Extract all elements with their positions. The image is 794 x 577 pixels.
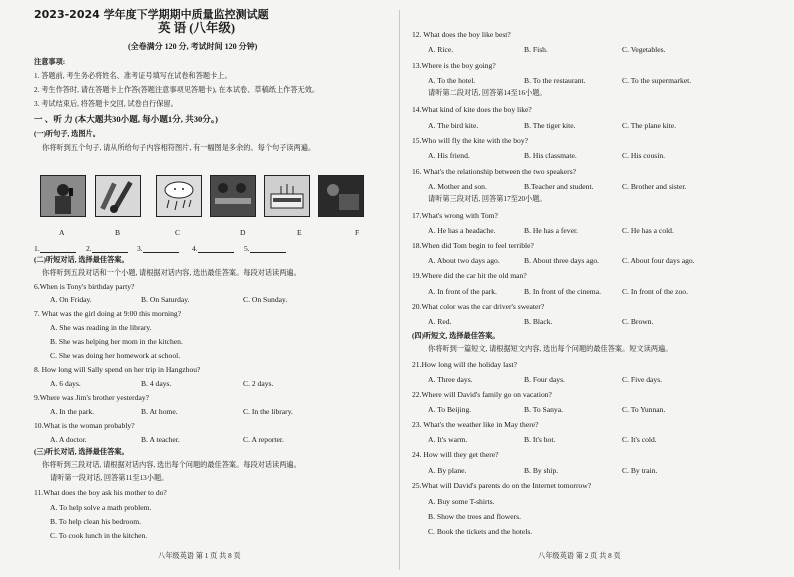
q23-option-c[interactable]: C. It's cold. xyxy=(622,435,657,444)
question-7: 7. What was the girl doing at 9:00 this morning? xyxy=(34,309,182,318)
pic-label-c: C xyxy=(175,228,181,237)
answer-blank-3[interactable]: 3. xyxy=(137,244,179,253)
score-info: (全卷满分 120 分, 考试时间 120 分钟) xyxy=(128,42,258,51)
q11-option-a[interactable]: A. To help solve a math problem. xyxy=(50,503,152,512)
question-22: 22.Where will David's family go on vacation? xyxy=(412,390,552,399)
question-8: 8. How long will Sally spend on her trip in Hangzhou? xyxy=(34,365,201,374)
exam-title: 2023-2024 学年度下学期期中质量监控测试题 xyxy=(34,8,269,21)
question-12: 12. What does the boy like best? xyxy=(412,30,511,39)
question-24: 24. How will they get there? xyxy=(412,450,499,459)
q7-option-b[interactable]: B. She was helping her mom in the kitchen. xyxy=(50,337,183,346)
q20-option-b[interactable]: B. Black. xyxy=(524,317,553,326)
question-6: 6.When is Tony's birthday party? xyxy=(34,282,135,291)
q21-option-c[interactable]: C. Five days. xyxy=(622,375,663,384)
page-footer-left: 八年级英语 第 1 页 共 8 页 xyxy=(158,552,241,560)
part-1-instructions: 你将听到五个句子, 请从所给句子内容相符图片, 有一幅图是多余的。每个句子读两遍。 xyxy=(42,144,316,152)
q6-option-c[interactable]: C. On Sunday. xyxy=(243,295,288,304)
q20-option-c[interactable]: C. Brown. xyxy=(622,317,654,326)
q7-option-a[interactable]: A. She was reading in the library. xyxy=(50,323,152,332)
q12-option-b[interactable]: B. Fish. xyxy=(524,45,548,54)
section-1-heading: 一 、听 力 (本大题共30小题, 每小题1分, 共30分。) xyxy=(34,114,219,124)
q13-option-b[interactable]: B. To the restaurant. xyxy=(524,76,586,85)
q19-option-a[interactable]: A. In front of the park. xyxy=(428,287,497,296)
q10-option-c[interactable]: C. A reporter. xyxy=(243,435,284,444)
q15-option-c[interactable]: C. His cousin. xyxy=(622,151,666,160)
question-20: 20.What color was the car driver's sweater? xyxy=(412,302,545,311)
pic-thermometers xyxy=(95,175,141,217)
q14-option-a[interactable]: A. The bird kite. xyxy=(428,121,479,130)
part-4-instructions: 你将听到一篇短文, 请根据短文内容, 选出每个问题的最佳答案。短文读两遍。 xyxy=(428,345,673,353)
q10-option-b[interactable]: B. A teacher. xyxy=(141,435,180,444)
pic-birthday-cake xyxy=(264,175,310,217)
q25-option-a[interactable]: A. Buy some T-shirts. xyxy=(428,497,495,506)
question-21: 21.How long will the holiday last? xyxy=(412,360,518,369)
q13-option-a[interactable]: A. To the hotel. xyxy=(428,76,476,85)
pic-label-a: A xyxy=(59,228,65,237)
note-3: 3. 考试结束后, 将答题卡交回, 试卷自行保留。 xyxy=(34,100,178,108)
question-10: 10.What is the woman probably? xyxy=(34,421,135,430)
part-3-dialog-1-note: 请听第一段对话, 回答第11至13小题。 xyxy=(50,474,169,482)
pic-dining-table xyxy=(210,175,256,217)
q22-option-b[interactable]: B. To Sanya. xyxy=(524,405,563,414)
dialog-2-note: 请听第二段对话, 回答第14至16小题。 xyxy=(428,89,547,97)
q19-option-c[interactable]: C. In front of the zoo. xyxy=(622,287,689,296)
q25-option-c[interactable]: C. Book the tickets and the hotels. xyxy=(428,527,533,536)
q11-option-b[interactable]: B. To help clean his bedroom. xyxy=(50,517,142,526)
q23-option-a[interactable]: A. It's warm. xyxy=(428,435,468,444)
pic-dark-scene xyxy=(318,175,364,217)
q19-option-b[interactable]: B. In front of the cinema. xyxy=(524,287,601,296)
q22-option-a[interactable]: A. To Beijing. xyxy=(428,405,472,414)
answer-blank-5[interactable]: 5. xyxy=(244,244,286,253)
question-16: 16. What's the relationship between the two speakers? xyxy=(412,167,577,176)
q16-option-a[interactable]: A. Mother and son. xyxy=(428,182,487,191)
q17-option-a[interactable]: A. He has a headache. xyxy=(428,226,496,235)
pic-label-d: D xyxy=(240,228,246,237)
q15-option-a[interactable]: A. His friend. xyxy=(428,151,470,160)
q24-option-a[interactable]: A. By plane. xyxy=(428,466,467,475)
question-13: 13.Where is the boy going? xyxy=(412,61,496,70)
pic-label-f: F xyxy=(355,228,360,237)
q8-option-b[interactable]: B. 4 days. xyxy=(141,379,172,388)
q16-option-b[interactable]: B.Teacher and student. xyxy=(524,182,594,191)
part-3-instructions: 你将听到三段对话, 请根据对话内容, 选出每个问题的最佳答案。每段对话读两遍。 xyxy=(42,461,301,469)
q9-option-a[interactable]: A. In the park. xyxy=(50,407,95,416)
q14-option-b[interactable]: B. The tiger kite. xyxy=(524,121,576,130)
question-17: 17.What's wrong with Tom? xyxy=(412,211,498,220)
q16-option-c[interactable]: C. Brother and sister. xyxy=(622,182,687,191)
q8-option-a[interactable]: A. 6 days. xyxy=(50,379,81,388)
q6-option-a[interactable]: A. On Friday. xyxy=(50,295,92,304)
pic-label-e: E xyxy=(297,228,302,237)
q15-option-b[interactable]: B. His classmate. xyxy=(524,151,577,160)
q21-option-a[interactable]: A. Three days. xyxy=(428,375,473,384)
question-15: 15.Who will fly the kite with the boy? xyxy=(412,136,528,145)
note-1: 1. 答题前, 考生务必将姓名、准考证号填写在试卷和答题卡上。 xyxy=(34,72,232,80)
q6-option-b[interactable]: B. On Saturday. xyxy=(141,295,190,304)
q18-option-c[interactable]: C. About four days ago. xyxy=(622,256,695,265)
q13-option-c[interactable]: C. To the supermarket. xyxy=(622,76,692,85)
q22-option-c[interactable]: C. To Yunnan. xyxy=(622,405,666,414)
answer-blank-4[interactable]: 4. xyxy=(192,244,234,253)
q21-option-b[interactable]: B. Four days. xyxy=(524,375,565,384)
question-9: 9.Where was Jim's brother yesterday? xyxy=(34,393,150,402)
part-1-title: (一)听句子, 选图片。 xyxy=(34,130,100,138)
question-14: 14.What kind of kite does the boy like? xyxy=(412,105,532,114)
part-4-title: (四)听短文, 选择最佳答案。 xyxy=(412,332,500,340)
question-23: 23. What's the weather like in May there? xyxy=(412,420,539,429)
q7-option-c[interactable]: C. She was doing her homework at school. xyxy=(50,351,181,360)
q23-option-b[interactable]: B. It's hot. xyxy=(524,435,556,444)
q8-option-c[interactable]: C. 2 days. xyxy=(243,379,274,388)
q18-option-a[interactable]: A. About two days ago. xyxy=(428,256,500,265)
subject-title: 英 语 (八年级) xyxy=(158,21,236,35)
q18-option-b[interactable]: B. About three days ago. xyxy=(524,256,600,265)
question-25: 25.What will David's parents do on the Internet tomorrow? xyxy=(412,481,592,490)
part-2-instructions: 你将听到五段对话和一个小题, 请根据对话内容, 选出最佳答案。每段对话读两遍。 xyxy=(42,269,301,277)
q14-option-c[interactable]: C. The plane kite. xyxy=(622,121,677,130)
dialog-3-note: 请听第三段对话, 回答第17至20小题。 xyxy=(428,195,547,203)
column-divider xyxy=(399,10,400,570)
q9-option-b[interactable]: B. At home. xyxy=(141,407,178,416)
q17-option-c[interactable]: C. He has a cold. xyxy=(622,226,674,235)
question-18: 18.When did Tom begin to feel terrible? xyxy=(412,241,534,250)
q25-option-b[interactable]: B. Show the trees and flowers. xyxy=(428,512,522,521)
answer-blank-2[interactable]: 2. xyxy=(86,244,128,253)
q11-option-c[interactable]: C. To cook lunch in the kitchen. xyxy=(50,531,148,540)
note-2: 2. 考生作答时, 请在答题卡上作答(答题注意事项见答题卡), 在本试卷、草稿纸上作答无效。 xyxy=(34,86,320,94)
pic-man-phone xyxy=(40,175,86,217)
q17-option-b[interactable]: B. He has a fever. xyxy=(524,226,578,235)
pic-label-b: B xyxy=(115,228,121,237)
question-19: 19.Where did the car hit the old man? xyxy=(412,271,527,280)
q9-option-c[interactable]: C. In the library. xyxy=(243,407,293,416)
q10-option-a[interactable]: A. A doctor. xyxy=(50,435,87,444)
notes-heading: 注意事项: xyxy=(34,58,66,66)
page-footer-right: 八年级英语 第 2 页 共 8 页 xyxy=(538,552,621,560)
q12-option-a[interactable]: A. Rice. xyxy=(428,45,454,54)
q24-option-b[interactable]: B. By ship. xyxy=(524,466,559,475)
part-2-title: (二)听短对话, 选择最佳答案。 xyxy=(34,256,129,264)
part-3-title: (三)听长对话, 选择最佳答案。 xyxy=(34,448,129,456)
q20-option-a[interactable]: A. Red. xyxy=(428,317,452,326)
pic-rain-cloud xyxy=(156,175,202,217)
q12-option-c[interactable]: C. Vegetables. xyxy=(622,45,666,54)
answer-blank-1[interactable]: 1. xyxy=(34,244,76,253)
question-11: 11.What does the boy ask his mother to do? xyxy=(34,488,167,497)
q24-option-c[interactable]: C. By train. xyxy=(622,466,658,475)
